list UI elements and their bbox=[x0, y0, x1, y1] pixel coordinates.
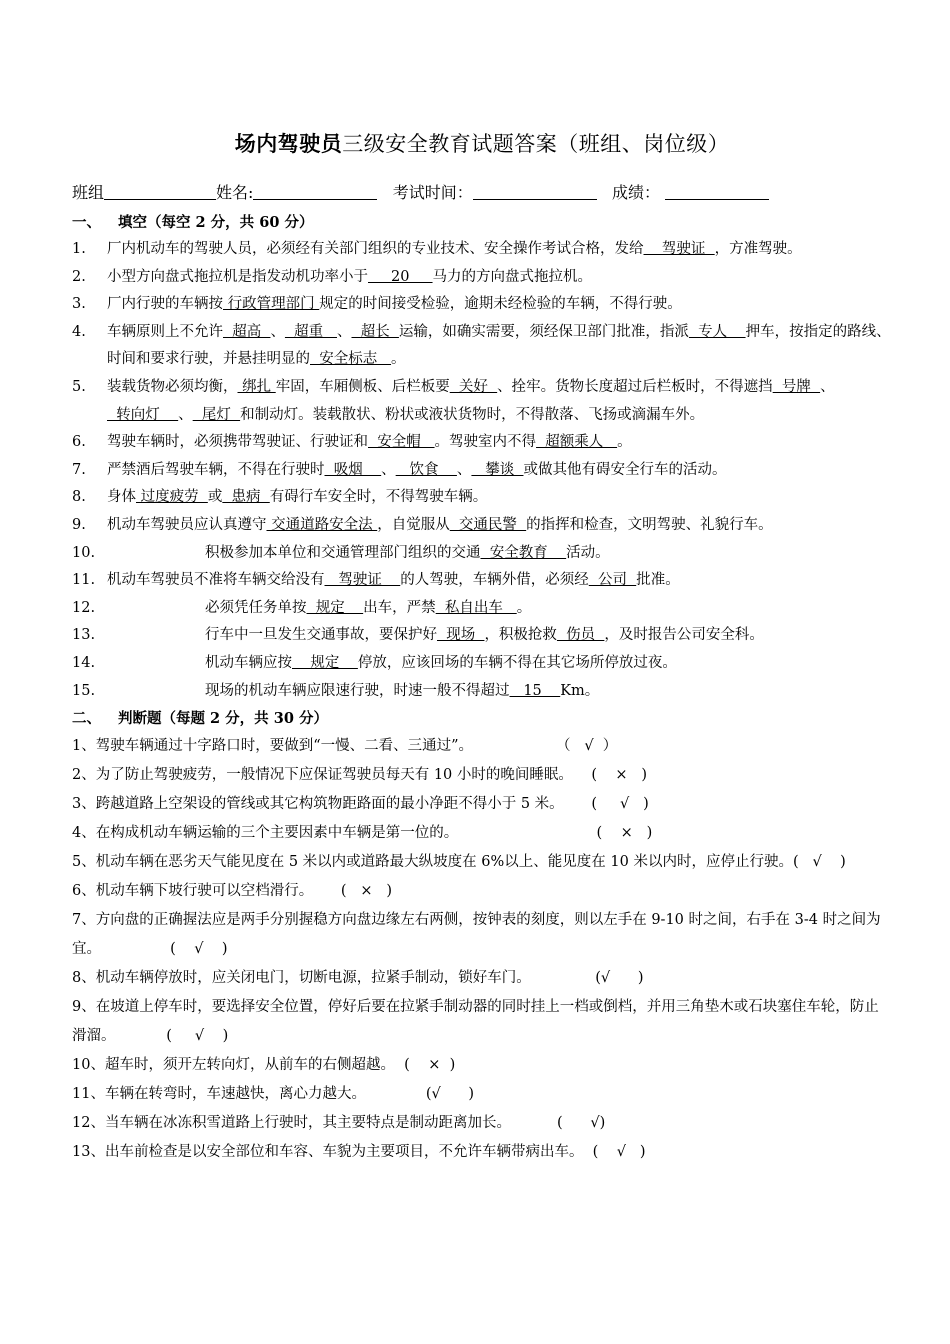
time-blank[interactable] bbox=[473, 183, 597, 200]
answer-blank: 关好 bbox=[449, 378, 498, 395]
answer-blank: 15 bbox=[509, 682, 561, 699]
section-number: 二、 bbox=[72, 710, 101, 728]
question-text: 规定的时间接受检验，逾期未经检验的车辆，不得行驶。 bbox=[319, 296, 682, 313]
question-text: ，方准驾驶。 bbox=[714, 241, 802, 257]
question-text: 、 bbox=[178, 406, 193, 423]
judge-answer: ( √) bbox=[510, 1115, 606, 1132]
question-text: 、 bbox=[381, 461, 396, 478]
item-number: 3. bbox=[72, 296, 86, 313]
answer-blank: 超长 bbox=[351, 323, 399, 340]
fill-item bbox=[72, 540, 892, 568]
judge-answer: ( √ ) bbox=[792, 854, 846, 871]
item-number: 7. bbox=[72, 461, 86, 478]
question-text: 、 bbox=[820, 378, 835, 395]
question-text: 机动车辆应按 bbox=[205, 654, 292, 671]
question-text: 。 bbox=[516, 599, 532, 616]
judge-item bbox=[72, 790, 892, 819]
question-text: Km。 bbox=[560, 682, 600, 699]
question-text: 出车，严禁 bbox=[363, 599, 436, 616]
question-text: 严禁酒后驾驶车辆，不得在行驶时 bbox=[107, 461, 325, 478]
question-text: 有碍行车安全时，不得驾驶车辆。 bbox=[269, 489, 488, 506]
item-number: 4. bbox=[72, 323, 86, 340]
question-text: 。 bbox=[391, 351, 406, 368]
fill-item bbox=[72, 512, 892, 540]
score-label: 成绩： bbox=[611, 183, 660, 202]
fill-item bbox=[72, 622, 892, 650]
answer-blank: 驾驶证 bbox=[324, 572, 401, 589]
judge-text: 13、出车前检查是以安全部位和车容、车貌为主要项目，不允许车辆带病出车。 bbox=[72, 1144, 584, 1161]
question-text: 车辆原则上不允许 bbox=[107, 323, 223, 340]
question-text: 马力的方向盘式拖拉机。 bbox=[432, 268, 593, 285]
judge-answer: ( √ ) bbox=[583, 1144, 646, 1161]
question-text: 押车，按指定的路线、时间和要求行驶，并悬挂明显的 bbox=[107, 323, 891, 368]
item-number: 11. bbox=[72, 572, 96, 589]
question-text: ，积极抢救 bbox=[484, 627, 557, 644]
question-text: 停放，应该回场的车辆不得在其它场所停放过夜。 bbox=[357, 654, 677, 671]
section-judge-heading bbox=[72, 705, 892, 732]
fill-item bbox=[72, 291, 892, 319]
judge-answer: ( × ) bbox=[458, 825, 653, 842]
judge-answer: ( × ) bbox=[394, 1057, 456, 1074]
judge-text: 3、跨越道路上空架设的管线或其它构筑物距路面的最小净距不得小于 5 米。 bbox=[72, 796, 564, 813]
question-text: 。 bbox=[617, 434, 632, 451]
question-text: 活动。 bbox=[566, 544, 610, 561]
answer-blank: 患病 bbox=[222, 489, 270, 506]
question-text: 、 bbox=[336, 323, 352, 340]
item-number: 15. bbox=[72, 682, 96, 699]
item-number: 2. bbox=[72, 268, 86, 285]
answer-blank: 过度疲劳 bbox=[136, 489, 208, 506]
judge-item bbox=[72, 1138, 892, 1167]
judge-item bbox=[72, 906, 892, 964]
judge-answer: ( √ ) bbox=[563, 796, 649, 813]
judge-text: 4、在构成机动车辆运输的三个主要因素中车辆是第一位的。 bbox=[72, 825, 459, 842]
question-text: 装载货物必须均衡， bbox=[107, 378, 238, 395]
judge-item bbox=[72, 993, 892, 1051]
judge-item bbox=[72, 877, 892, 906]
fill-item bbox=[72, 236, 892, 264]
answer-blank: 现场 bbox=[437, 627, 485, 644]
question-text: 机动车驾驶员不准将车辆交给没有 bbox=[107, 572, 325, 589]
answer-blank: 驾驶证 bbox=[643, 241, 715, 257]
title-rest: 三级安全教育试题答案（班组、岗位级） bbox=[342, 132, 730, 156]
section-title: 判断题（每题 2 分，共 30 分） bbox=[118, 710, 328, 728]
question-text: 、 bbox=[456, 461, 472, 478]
question-text: ，及时报告公司安全科。 bbox=[604, 627, 764, 644]
answer-blank: 安全帽 bbox=[368, 434, 435, 451]
answer-blank: 安全标志 bbox=[310, 351, 392, 368]
question-text: 厂内机动车的驾驶人员，必须经有关部门组织的专业技术、安全操作考试合格，发给 bbox=[107, 241, 644, 257]
score-blank[interactable] bbox=[665, 183, 769, 200]
judge-text: 5、机动车辆在恶劣天气能见度在 5 米以内或道路最大纵坡度在 6%以上、能见度在 10 米以内时，应停止行驶。 bbox=[72, 854, 793, 871]
answer-blank: 吸烟 bbox=[324, 461, 382, 478]
answer-blank: 公司 bbox=[588, 572, 637, 589]
question-text: 身体 bbox=[107, 489, 136, 506]
fill-item bbox=[72, 374, 892, 429]
judge-text: 9、在坡道上停车时，要选择安全位置，停好后要在拉紧手制动器的同时挂上一档或倒档，并用三角垫木或石块塞住车轮，防止滑溜。 bbox=[72, 999, 879, 1045]
question-text: 的指挥和检查，文明驾驶、礼貌行车。 bbox=[526, 516, 773, 533]
judge-text: 1、驾驶车辆通过十字路口时，要做到“一慢、二看、三通过”。 bbox=[72, 738, 474, 755]
name-blank[interactable] bbox=[253, 183, 377, 200]
answer-blank: 行政管理部门 bbox=[223, 296, 320, 313]
section-title: 填空（每空 2 分，共 60 分） bbox=[118, 214, 314, 231]
question-text: 厂内行驶的车辆按 bbox=[107, 296, 223, 313]
exam-page bbox=[72, 128, 892, 1167]
section-fill-heading bbox=[72, 209, 892, 236]
answer-blank: 规定 bbox=[292, 654, 358, 671]
item-number: 1. bbox=[72, 241, 86, 257]
judge-answer: ( √ ) bbox=[101, 941, 228, 958]
judge-item bbox=[72, 761, 892, 790]
header-row bbox=[72, 180, 892, 203]
question-text: 、 bbox=[270, 323, 285, 340]
judge-answer: ( × ) bbox=[313, 883, 393, 900]
judge-text: 6、机动车辆下坡行驶可以空档滑行。 bbox=[72, 883, 314, 900]
judge-text: 11、车辆在转弯时，车速越快，离心力越大。 bbox=[72, 1086, 366, 1103]
answer-blank: 私自出车 bbox=[435, 599, 517, 616]
fill-item bbox=[72, 678, 892, 706]
fill-item bbox=[72, 567, 892, 595]
question-text: 或 bbox=[207, 489, 223, 506]
question-text: 必须凭任务单按 bbox=[205, 599, 307, 616]
judge-item bbox=[72, 848, 892, 877]
answer-blank: 超重 bbox=[284, 323, 337, 340]
question-text: 现场的机动车辆应限速行驶，时速一般不得超过 bbox=[205, 682, 510, 699]
fill-item bbox=[72, 650, 892, 678]
answer-blank: 伤员 bbox=[556, 627, 605, 644]
section-number: 一、 bbox=[72, 214, 101, 231]
fill-item bbox=[72, 484, 892, 512]
fill-item bbox=[72, 264, 892, 292]
question-text: ，自觉服从 bbox=[377, 516, 450, 533]
answer-blank: 交通民警 bbox=[449, 516, 527, 533]
answer-blank: 超高 bbox=[223, 323, 271, 340]
answer-blank: 超额乘人 bbox=[536, 434, 618, 451]
answer-blank: 专人 bbox=[688, 323, 746, 340]
class-blank[interactable] bbox=[104, 183, 216, 200]
question-text: 或做其他有碍安全行车的活动。 bbox=[523, 461, 727, 478]
item-number: 13. bbox=[72, 627, 96, 644]
question-text: 、拴牢。货物长度超过后栏板时，不得遮挡 bbox=[497, 378, 773, 395]
fill-item bbox=[72, 595, 892, 623]
judge-item bbox=[72, 1051, 892, 1080]
judge-answer: ( × ) bbox=[572, 767, 648, 784]
question-text: 机动车驾驶员应认真遵守 bbox=[107, 516, 267, 533]
page-title bbox=[72, 128, 892, 158]
judge-text: 12、当车辆在冰冻积雪道路上行驶时，其主要特点是制动距离加长。 bbox=[72, 1115, 511, 1132]
answer-blank: 饮食 bbox=[395, 461, 457, 478]
answer-blank: 安全教育 bbox=[480, 544, 567, 561]
item-number: 12. bbox=[72, 599, 96, 616]
name-label: 姓名: bbox=[216, 183, 254, 202]
answer-blank: 规定 bbox=[306, 599, 364, 616]
judge-list bbox=[72, 732, 892, 1167]
question-text: 行车中一旦发生交通事故，要保护好 bbox=[205, 627, 437, 644]
item-number: 14. bbox=[72, 654, 96, 671]
question-text: 运输，如确实需要，须经保卫部门批准，指派 bbox=[398, 323, 689, 340]
question-text: 的人驾驶，车辆外借，必须经 bbox=[400, 572, 589, 589]
item-number: 10. bbox=[72, 544, 96, 561]
fill-item bbox=[72, 457, 892, 485]
fill-list bbox=[72, 236, 892, 705]
judge-item bbox=[72, 819, 892, 848]
judge-text: 10、超车时，须开左转向灯，从前车的右侧超越。 bbox=[72, 1057, 395, 1074]
answer-blank: 号牌 bbox=[772, 378, 821, 395]
item-number: 6. bbox=[72, 434, 86, 451]
question-text: 。驾驶室内不得 bbox=[434, 434, 537, 451]
question-text: 牢固，车厢侧板、后栏板要 bbox=[275, 378, 450, 395]
judge-text: 7、方向盘的正确握法应是两手分别握稳方向盘边缘左右两侧，按钟表的刻度，则以左手在 9-10 时之间，右手在 3-4 时之间为宜。 bbox=[72, 912, 881, 958]
question-text: 和制动灯。装载散状、粉状或液状货物时，不得散落、飞扬或滴漏车外。 bbox=[240, 406, 705, 423]
judge-item bbox=[72, 1080, 892, 1109]
question-text: 批准。 bbox=[636, 572, 680, 589]
question-text: 积极参加本单位和交通管理部门组织的交通 bbox=[205, 544, 481, 561]
judge-text: 2、为了防止驾驶疲劳，一般情况下应保证驾驶员每天有 10 小时的晚间睡眠。 bbox=[72, 767, 573, 784]
answer-blank: 攀谈 bbox=[471, 461, 524, 478]
question-text: 驾驶车辆时，必须携带驾驶证、行驶证和 bbox=[107, 434, 368, 451]
judge-answer: ( √ ) bbox=[115, 1028, 229, 1045]
time-label: 考试时间： bbox=[392, 183, 473, 202]
item-number: 8. bbox=[72, 489, 86, 506]
judge-answer: (√ ) bbox=[530, 970, 644, 987]
fill-item bbox=[72, 429, 892, 457]
judge-text: 8、机动车辆停放时，应关闭电门，切断电源，拉紧手制动，锁好车门。 bbox=[72, 970, 531, 987]
answer-blank: 尾灯 bbox=[192, 406, 241, 423]
answer-blank: 转向灯 bbox=[107, 406, 179, 423]
judge-item bbox=[72, 964, 892, 993]
answer-blank: 交通道路安全法 bbox=[266, 516, 378, 533]
question-text: 小型方向盘式拖拉机是指发动机功率小于 bbox=[107, 268, 368, 285]
judge-item bbox=[72, 1109, 892, 1138]
title-bold: 场内驾驶员 bbox=[234, 131, 343, 156]
item-number: 9. bbox=[72, 516, 86, 533]
answer-blank: 20 bbox=[368, 268, 433, 285]
judge-answer: （ √ ） bbox=[473, 738, 618, 755]
answer-blank: 绑扎 bbox=[237, 378, 276, 395]
fill-item bbox=[72, 319, 892, 374]
judge-answer: (√ ) bbox=[365, 1086, 475, 1103]
class-label: 班组 bbox=[72, 183, 105, 202]
item-number: 5. bbox=[72, 378, 86, 395]
judge-item bbox=[72, 732, 892, 761]
